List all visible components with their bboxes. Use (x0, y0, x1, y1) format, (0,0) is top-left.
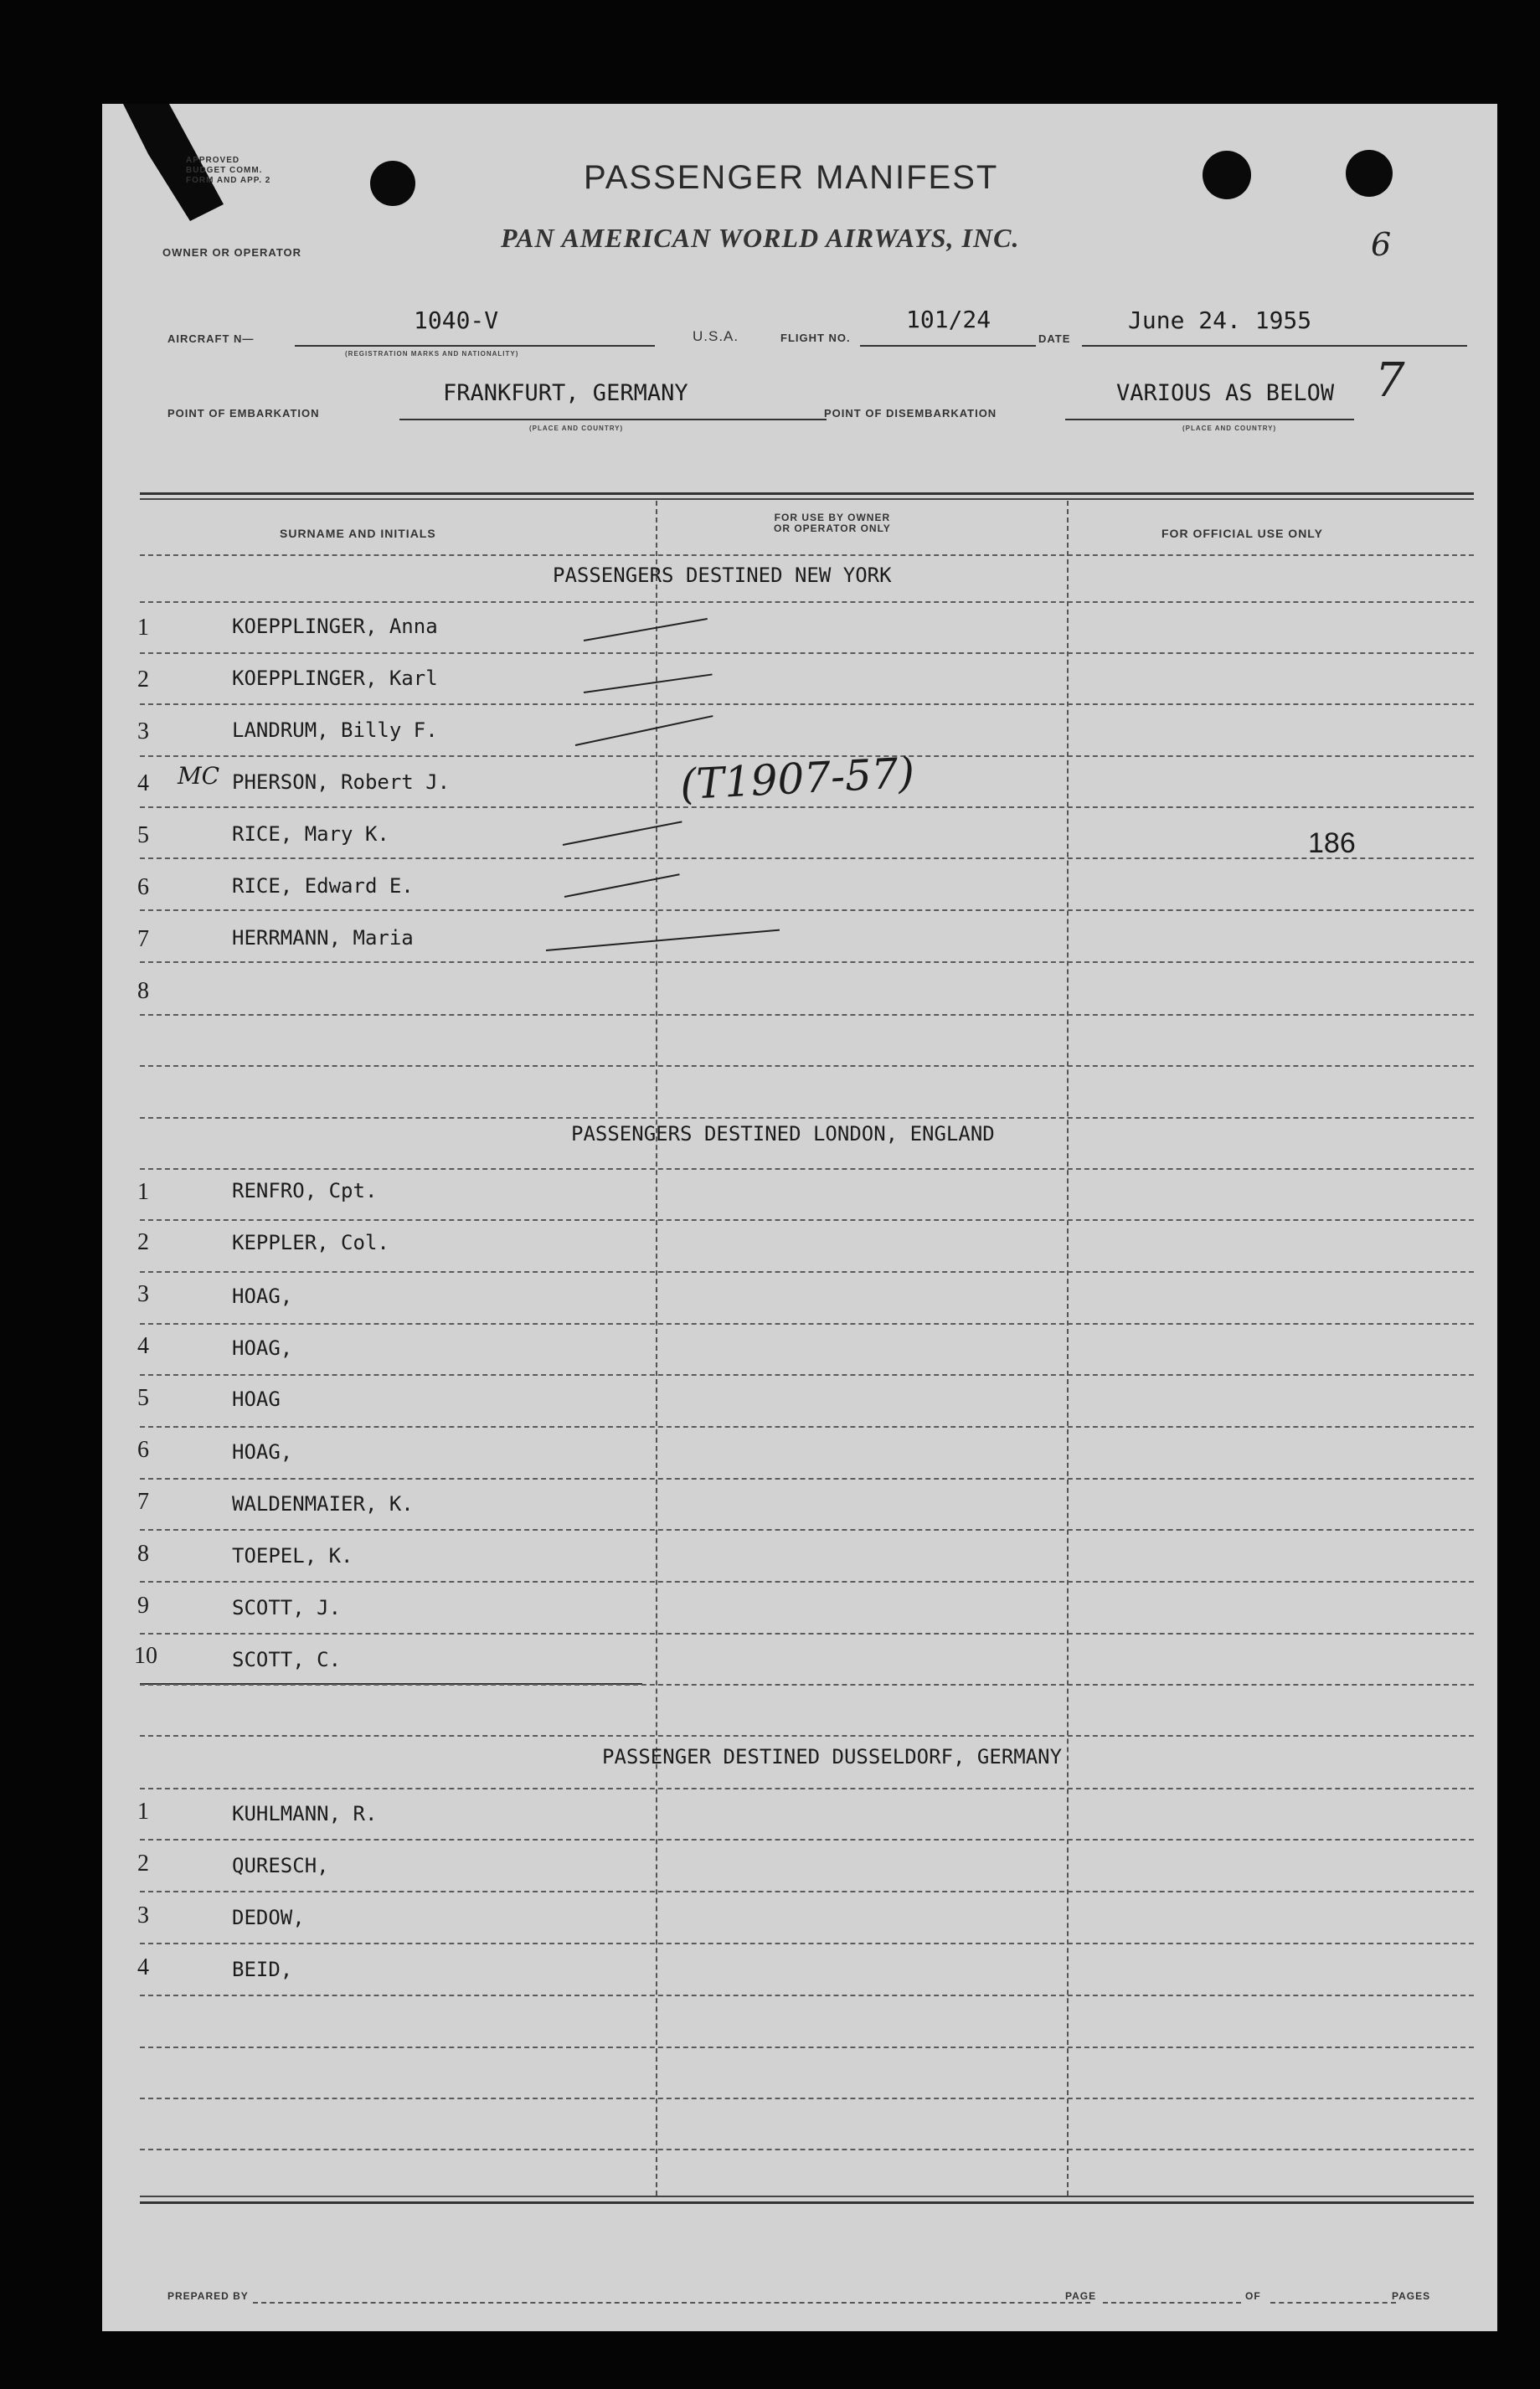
margin-mark-1: 6 (1371, 226, 1392, 263)
date-label: DATE (1038, 332, 1071, 345)
passenger-number: 8 (137, 1541, 149, 1567)
check-stroke (563, 821, 682, 846)
passenger-number: 7 (137, 926, 149, 952)
passenger-number: 6 (137, 1437, 149, 1463)
passenger-name: HOAG, (232, 1336, 293, 1360)
passenger-number: 3 (137, 718, 149, 744)
passenger-name: KUHLMANN, R. (232, 1802, 378, 1825)
passenger-number: 3 (137, 1281, 149, 1307)
passenger-name: HERRMANN, Maria (232, 926, 414, 950)
embark-label: POINT OF EMBARKATION (167, 407, 320, 420)
flight-label: FLIGHT NO. (780, 332, 851, 344)
passenger-name: RICE, Edward E. (232, 874, 414, 898)
passenger-name: KOEPPLINGER, Karl (232, 667, 438, 690)
section-title-dusseldorf: PASSENGER DESTINED DUSSELDORF, GERMANY (602, 1745, 1063, 1769)
check-stroke (584, 618, 708, 641)
passenger-number: 4 (137, 770, 149, 796)
passenger-name: LANDRUM, Billy F. (232, 718, 438, 742)
passenger-number: 3 (137, 1902, 149, 1928)
aircraft-label: AIRCRAFT N— (167, 332, 255, 345)
passenger-name: DEDOW, (232, 1906, 305, 1929)
punch-hole-left (370, 161, 415, 206)
passenger-name: RENFRO, Cpt. (232, 1179, 378, 1202)
column-header-owner-use: FOR USE BY OWNER OR OPERATOR ONLY (774, 512, 891, 534)
aircraft-caption: (REGISTRATION MARKS AND NATIONALITY) (345, 350, 519, 358)
check-stroke (546, 929, 780, 951)
passenger-number: 2 (137, 1851, 149, 1877)
disembark-caption: (PLACE AND COUNTRY) (1182, 425, 1277, 432)
column-header-surname: SURNAME AND INITIALS (280, 527, 436, 540)
passenger-name: HOAG (232, 1388, 281, 1411)
passenger-number: 1 (137, 615, 149, 641)
passenger-name: PHERSON, Robert J. (232, 770, 451, 794)
passenger-number: 5 (137, 822, 149, 848)
column-header-official-use: FOR OFFICIAL USE ONLY (1161, 527, 1323, 540)
passenger-name: WALDENMAIER, K. (232, 1492, 414, 1516)
passenger-number: 7 (137, 1489, 149, 1515)
of-label: OF (1245, 2290, 1261, 2302)
disembark-value: VARIOUS AS BELOW (1116, 380, 1335, 406)
handwritten-prefix: MC (178, 762, 220, 790)
disembark-label: POINT OF DISEMBARKATION (824, 407, 997, 420)
pages-label: PAGES (1392, 2290, 1431, 2302)
passenger-name: HOAG, (232, 1285, 293, 1308)
approved-stamp: APPROVED BUDGET COMM. FORM AND APP. 2 (186, 156, 271, 185)
passenger-number: 1 (137, 1179, 149, 1205)
passenger-number: 8 (137, 978, 149, 1004)
passenger-name: QURESCH, (232, 1854, 329, 1877)
passenger-name: KEPPLER, Col. (232, 1231, 389, 1254)
passenger-number: 10 (134, 1643, 157, 1669)
passenger-name: SCOTT, C. (232, 1648, 342, 1671)
embark-value: FRANKFURT, GERMANY (443, 380, 688, 406)
passenger-number: 2 (137, 1229, 149, 1255)
manifest-sheet (102, 104, 1497, 2331)
aircraft-number: 1040-V (414, 306, 499, 334)
punch-hole-right-1 (1203, 151, 1251, 199)
check-stroke (564, 873, 680, 898)
official-handwritten-number: 186 (1308, 827, 1356, 859)
page-label: PAGE (1065, 2290, 1097, 2302)
embark-caption: (PLACE AND COUNTRY) (529, 425, 624, 432)
passenger-name: TOEPEL, K. (232, 1544, 353, 1568)
section-title-new-york: PASSENGERS DESTINED NEW YORK (553, 564, 892, 587)
passenger-name: RICE, Mary K. (232, 822, 389, 846)
owner-label: OWNER OR OPERATOR (162, 246, 302, 259)
passenger-number: 2 (137, 667, 149, 693)
passenger-number: 4 (137, 1333, 149, 1359)
prepared-by-label: PREPARED BY (167, 2290, 249, 2302)
check-stroke (584, 673, 713, 693)
date-value: June 24. 1955 (1128, 306, 1312, 334)
punch-hole-right-2 (1346, 150, 1393, 197)
usa-label: U.S.A. (693, 328, 739, 344)
page-title: PASSENGER MANIFEST (584, 159, 999, 196)
margin-mark-2: 7 (1375, 353, 1405, 408)
passenger-number: 5 (137, 1385, 149, 1411)
check-stroke (575, 715, 713, 746)
passenger-name: SCOTT, J. (232, 1596, 342, 1619)
section-title-london: PASSENGERS DESTINED LONDON, ENGLAND (571, 1122, 995, 1146)
passenger-name: BEID, (232, 1958, 293, 1981)
passenger-number: 6 (137, 874, 149, 900)
airline-name: PAN AMERICAN WORLD AIRWAYS, INC. (501, 223, 1020, 253)
owner-handwritten-note: (T1907-57) (678, 748, 916, 810)
passenger-number: 4 (137, 1954, 149, 1980)
passenger-name: KOEPPLINGER, Anna (232, 615, 438, 638)
passenger-number: 9 (137, 1593, 149, 1619)
flight-number: 101/24 (906, 306, 991, 333)
passenger-name: HOAG, (232, 1440, 293, 1464)
passenger-number: 1 (137, 1799, 149, 1825)
